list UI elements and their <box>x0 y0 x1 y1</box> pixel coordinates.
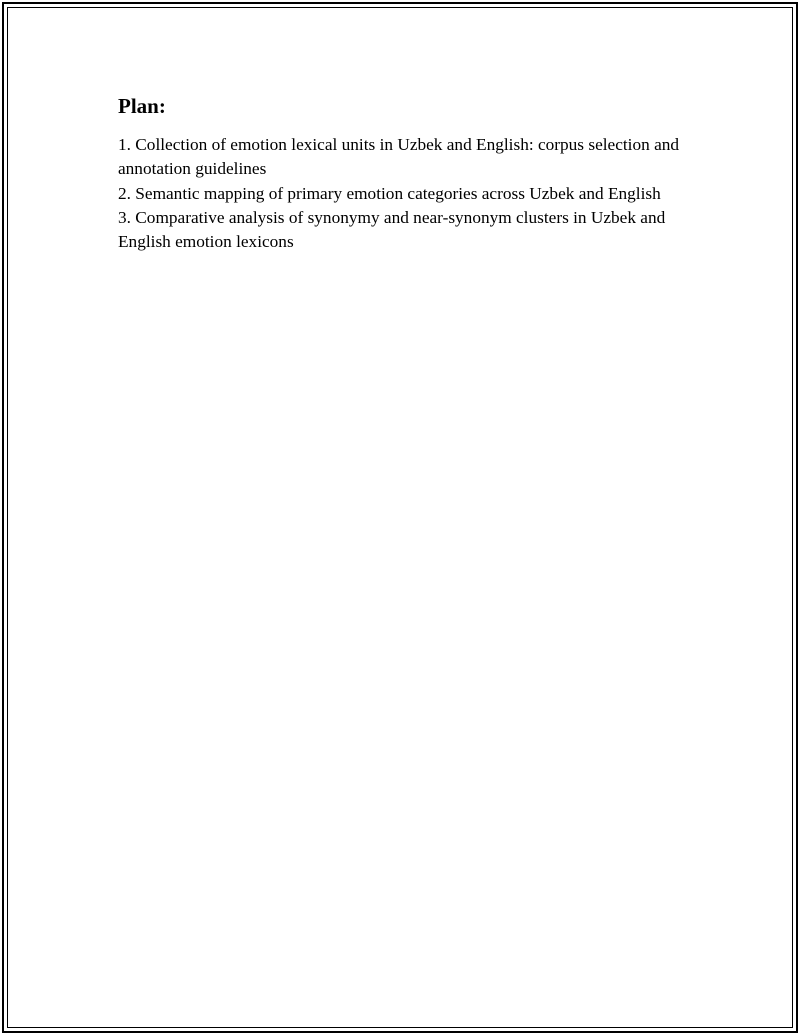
plan-item-1: 1. Collection of emotion lexical units in Uzbek and English: corpus selection and annotation guidelines <box>118 135 680 179</box>
page-content <box>118 93 693 254</box>
plan-item-2: 2. Semantic mapping of primary emotion categories across Uzbek and English <box>118 183 661 203</box>
plan-heading: Plan: <box>118 94 166 118</box>
plan-item-3: 3. Comparative analysis of synonymy and near-synonym clusters in Uzbek and English emotion lexicons <box>118 207 666 252</box>
plan-list <box>118 133 693 254</box>
